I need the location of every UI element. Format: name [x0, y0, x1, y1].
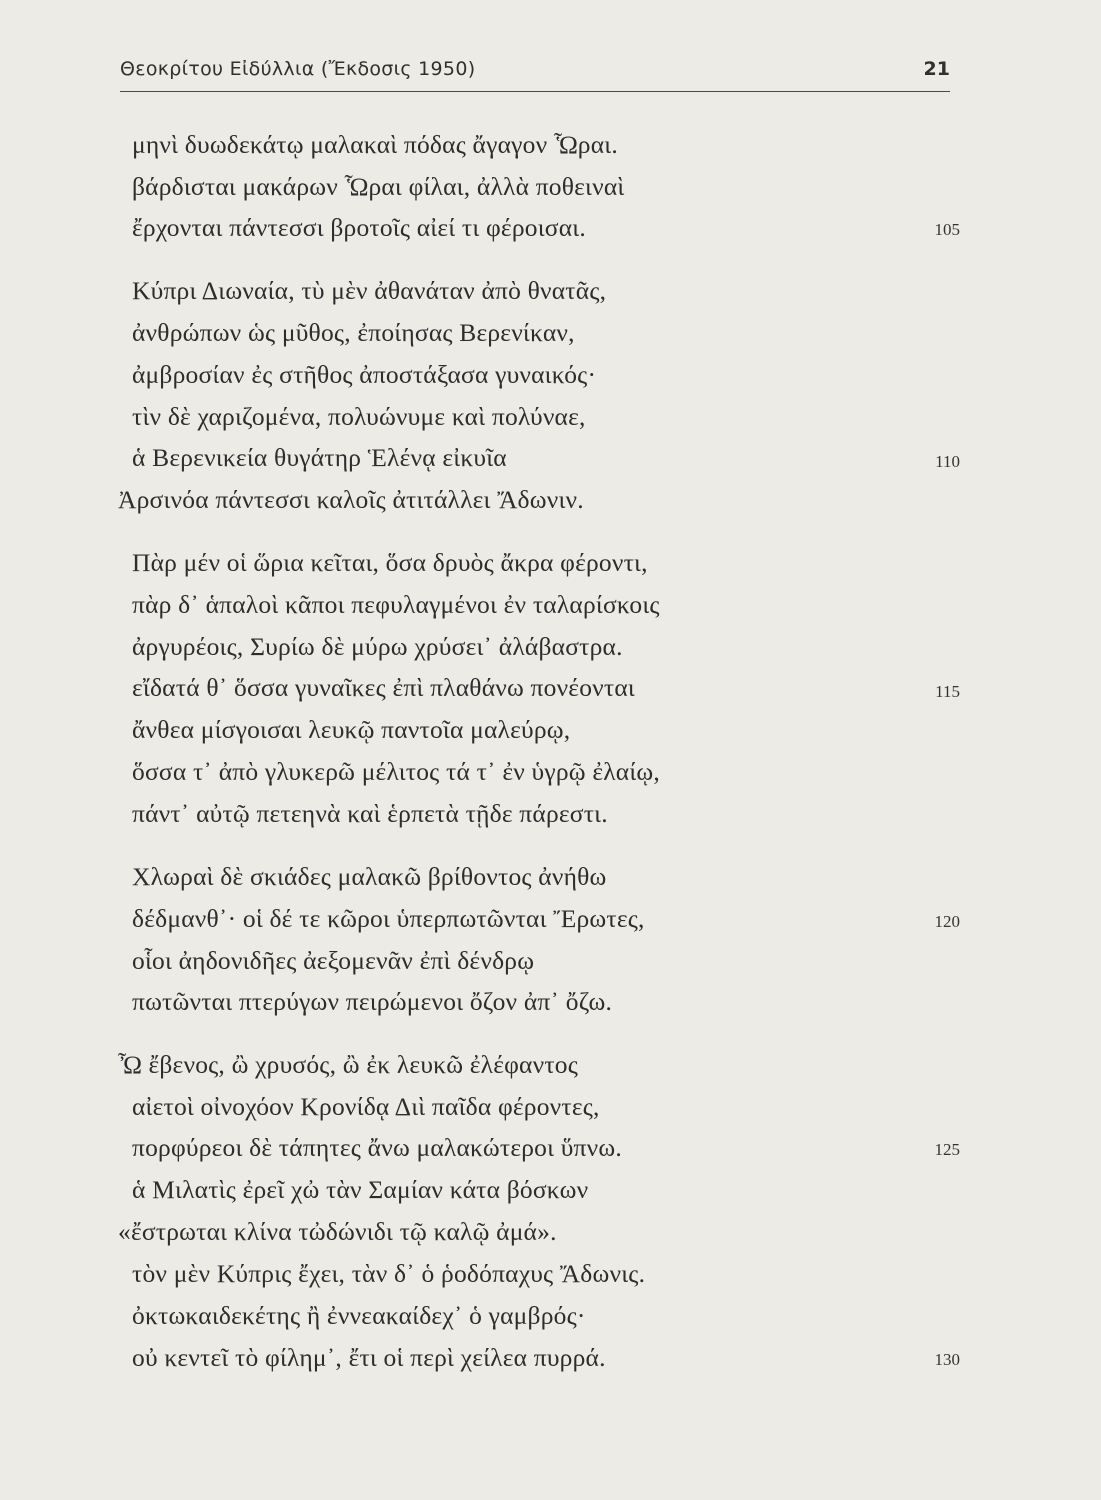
- line-number: 125: [934, 1140, 960, 1159]
- verse-line: πωτῶνται πτερύγων πειρώμενοι ὄζον ἀπ᾽ ὄζω.: [132, 987, 613, 1016]
- verse-line: μηνὶ δυωδεκάτῳ μαλακαὶ πόδας ἄγαγον Ὧραι.: [132, 130, 618, 159]
- page-number: 21: [923, 58, 950, 80]
- verse-line: βάρδισται μακάρων Ὧραι φίλαι, ἀλλὰ ποθειναὶ: [132, 172, 625, 201]
- running-header: [120, 58, 950, 90]
- verse-line: ὅσσα τ᾽ ἀπὸ γλυκερῶ μέλιτος τά τ᾽ ἐν ὑγρῷ ἐλαίῳ,: [132, 757, 660, 786]
- verse-line: ἀργυρέοις, Συρίω δὲ μύρω χρύσει᾽ ἀλάβαστρα.: [132, 632, 623, 661]
- verse-line: ἁ Βερενικεία θυγάτηρ Ἑλένᾳ εἰκυῖα: [132, 443, 507, 472]
- verse-line: Χλωραὶ δὲ σκιάδες μαλακῶ βρίθοντος ἀνήθω: [132, 862, 607, 891]
- line-number: 105: [934, 220, 960, 239]
- verse-line: ἀνθρώπων ὡς μῦθος, ἐποίησας Βερενίκαν,: [132, 318, 575, 347]
- verse-line: οἷοι ἀηδονιδῆες ἀεξομενᾶν ἐπὶ δένδρῳ: [132, 946, 535, 975]
- verse-line: «ἔστρωται κλίνα τὠδώνιδι τῷ καλῷ ἀμά».: [118, 1217, 557, 1246]
- verse-line: αἰετοὶ οἰνοχόον Κρονίδᾳ Διὶ παῖδα φέροντες,: [132, 1092, 600, 1121]
- verse-line: ὀκτωκαιδεκέτης ἢ ἐννεακαίδεχ᾽ ὁ γαμβρός·: [132, 1301, 586, 1330]
- verse-line: Ἀρσινόα πάντεσσι καλοῖς ἀτιτάλλει Ἄδωνιν.: [118, 485, 584, 514]
- verse-line: ἄνθεα μίσγοισαι λευκῷ παντοῖα μαλεύρῳ,: [132, 715, 571, 744]
- verse-line: Κύπρι Διωναία, τὺ μὲν ἀθανάταν ἀπὸ θνατᾶς,: [132, 276, 607, 305]
- verse-line: δέδμανθ᾽· οἱ δέ τε κῶροι ὑπερπωτῶνται Ἔρωτες,: [132, 904, 645, 933]
- verse-line: οὐ κεντεῖ τὸ φίλημ᾽, ἔτι οἱ περὶ χείλεα πυρρά.: [132, 1343, 606, 1372]
- verse-line: ἁ Μιλατὶς ἐρεῖ χὠ τὰν Σαμίαν κάτα βόσκων: [132, 1175, 589, 1204]
- line-number: 110: [935, 452, 960, 471]
- line-number: 120: [934, 912, 960, 931]
- line-number: 130: [934, 1350, 960, 1369]
- verse-line: τὶν δὲ χαριζομένα, πολυώνυμε καὶ πολύναε,: [132, 402, 586, 431]
- verse-line: πορφύρεοι δὲ τάπητες ἄνω μαλακώτεροι ὕπνω.: [132, 1133, 622, 1162]
- verse-line: ἔρχονται πάντεσσι βροτοῖς αἰεί τι φέροισαι.: [132, 213, 586, 242]
- book-title: Θεοκρίτου Εἰδύλλια (Ἔκδοσις 1950): [120, 58, 476, 80]
- verse-line: Ὦ ἔβενος, ὢ χρυσός, ὢ ἐκ λευκῶ ἐλέφαντος: [118, 1050, 579, 1079]
- verse-line: ἀμβροσίαν ἐς στῆθος ἀποστάξασα γυναικός·: [132, 360, 597, 389]
- verse-line: Πὰρ μέν οἱ ὥρια κεῖται, ὅσα δρυὸς ἄκρα φέροντι,: [132, 548, 648, 577]
- verse-line: πάντ᾽ αὐτῷ πετεηνὰ καὶ ἑρπετὰ τῇδε πάρεστι.: [132, 799, 608, 828]
- verse-line: τὸν μὲν Κύπρις ἔχει, τὰν δ᾽ ὁ ῥοδόπαχυς Ἄδωνις.: [132, 1259, 646, 1288]
- verse-line: εἴδατά θ᾽ ὅσσα γυναῖκες ἐπὶ πλαθάνω πονέονται: [132, 673, 635, 702]
- verse-line: πὰρ δ᾽ ἁπαλοὶ κᾶποι πεφυλαγμένοι ἐν ταλαρίσκοις: [132, 590, 660, 619]
- line-number: 115: [935, 682, 960, 701]
- header-rule: [120, 91, 950, 92]
